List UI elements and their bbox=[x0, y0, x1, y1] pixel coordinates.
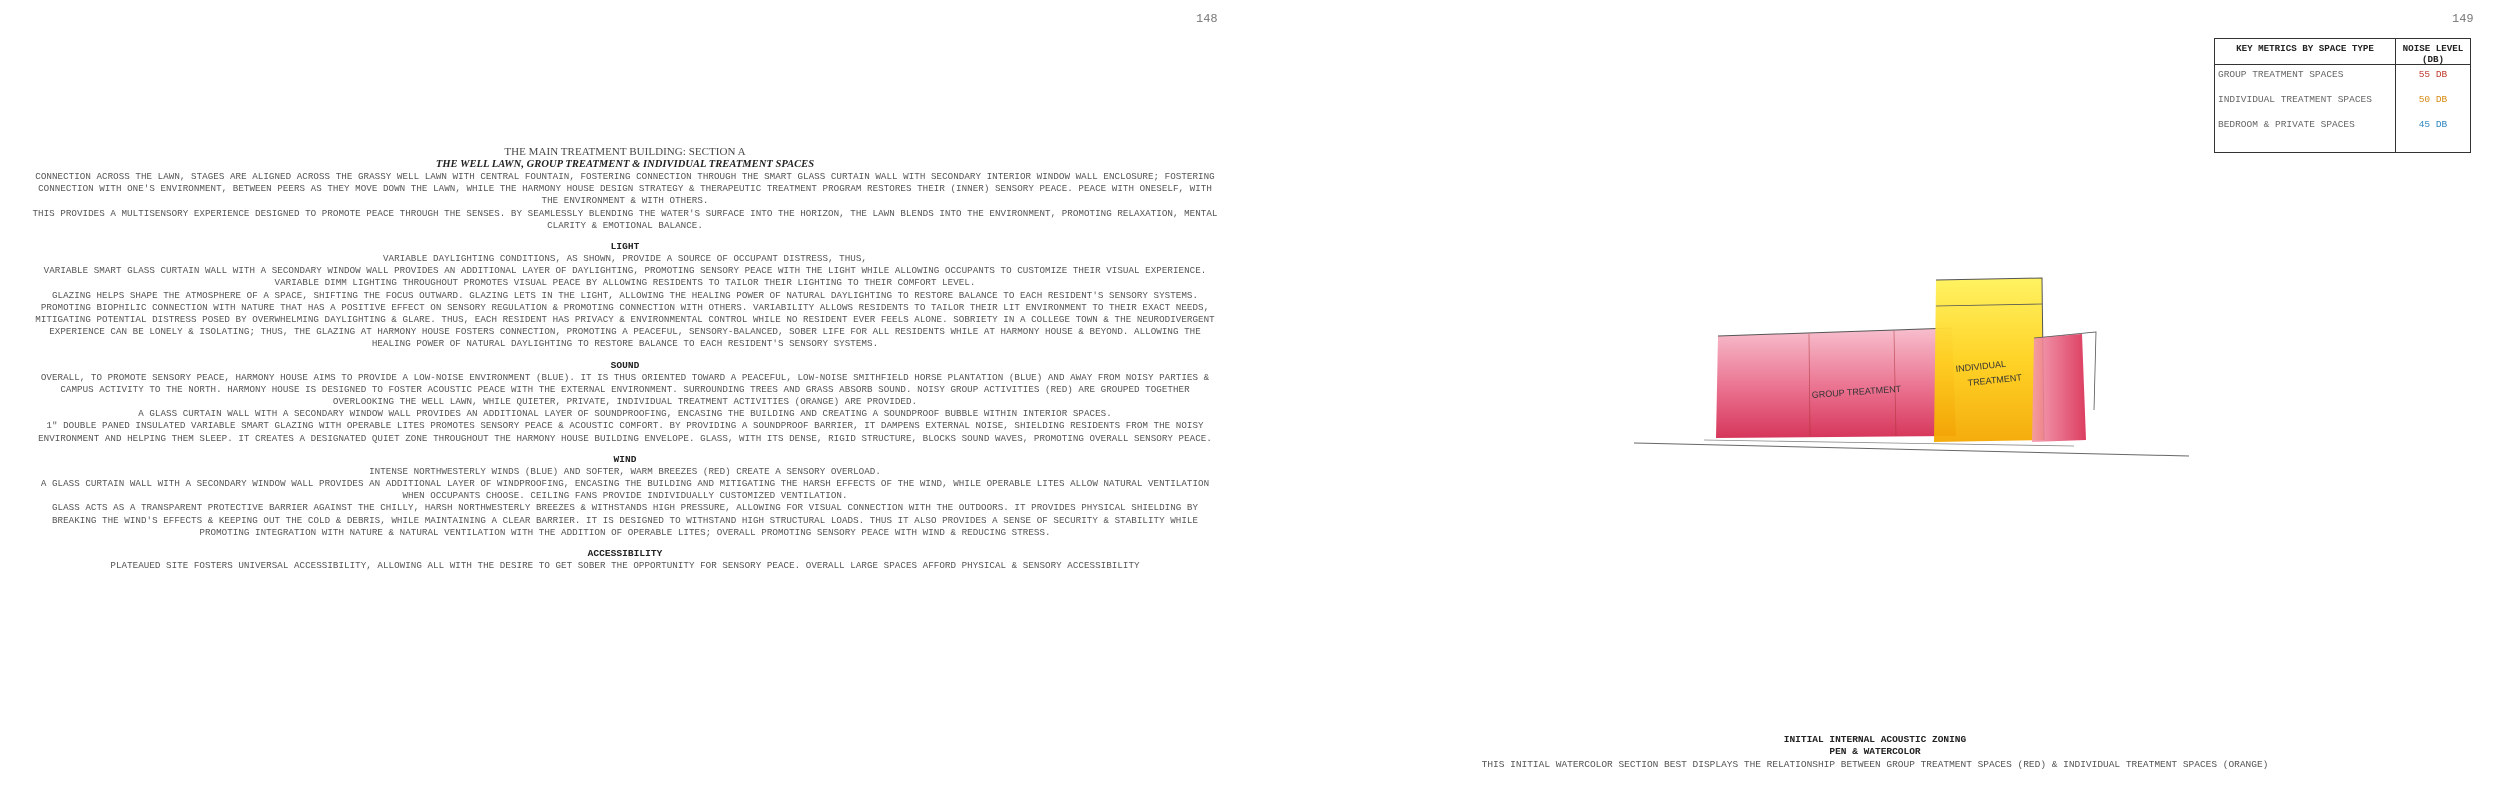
group-treatment-zone bbox=[1716, 328, 1956, 438]
light-heading: LIGHT bbox=[610, 241, 640, 253]
key-metrics-table bbox=[2214, 38, 2471, 153]
caption-title: INITIAL INTERNAL ACOUSTIC ZONING bbox=[1783, 734, 1967, 745]
ground-line bbox=[1634, 443, 2189, 456]
ground-line bbox=[1704, 440, 2074, 446]
section-kicker: THE MAIN TREATMENT BUILDING: SECTION A bbox=[504, 146, 746, 158]
sound-paragraph-2: A GLASS CURTAIN WALL WITH A SECONDARY WINDOW WALL PROVIDES AN ADDITIONAL LAYER OF SOUNDPROOFING, ENCASING THE BUILDING AND CREATING A SOUNDPROOF BUBBLE WITHIN INTERIOR SPACES. bbox=[138, 408, 1112, 420]
metrics-header-space-type: KEY METRICS BY SPACE TYPE bbox=[2236, 43, 2374, 54]
metrics-row-value: 55 DB bbox=[2418, 69, 2448, 80]
sound-heading: SOUND bbox=[610, 359, 640, 371]
sound-paragraph-3: 1" DOUBLE PANED INSULATED VARIABLE SMART GLAZING WITH OPERABLE LITES PROMOTES SENSORY PEACE & ACOUSTIC COMFORT. BY PROVIDING A SOUNDPROOF BARRIER, IT DAMPENS EXTERNAL NOISE, SHIELDING RESIDENTS FROM THE NOISY ENVIRONMENT AND HELPING THEM SLEEP. IT CREATES A DESIGNATED QUIET ZONE THROUGHOUT THE HARMONY HOUSE BUILDING ENVELOPE. GLASS, WITH ITS DENSE, RIGID STRUCTURE, BLOCKS SOUND WAVES, PROMOTING OVERALL SENSORY PEACE. bbox=[38, 420, 1212, 444]
caption-description: THIS INITIAL WATERCOLOR SECTION BEST DISPLAYS THE RELATIONSHIP BETWEEN GROUP TREATMENT SPACES (RED) & INDIVIDUAL TREATMENT SPACES (ORANGE) bbox=[1481, 759, 2269, 770]
metrics-header-noise-level: NOISE LEVEL (DB) bbox=[2402, 43, 2464, 65]
intro-paragraph-2: THIS PROVIDES A MULTISENSORY EXPERIENCE DESIGNED TO PROMOTE PEACE THROUGH THE SENSES. BY SEAMLESSLY BLENDING THE WATER'S SURFACE INTO THE HORIZON, THE LAWN BLENDS INTO THE ENVIRONMENT, PROMOTING RELAXATION, MENTAL CLARITY & EMOTIONAL BALANCE. bbox=[32, 207, 1218, 231]
metrics-row-name: BEDROOM & PRIVATE SPACES bbox=[2218, 119, 2355, 130]
sound-paragraph-1: OVERALL, TO PROMOTE SENSORY PEACE, HARMONY HOUSE AIMS TO PROVIDE A LOW-NOISE ENVIRONMENT (BLUE). IT IS THUS ORIENTED TOWARD A PEACEFUL, LOW-NOISE SMITHFIELD HORSE PLANTATION (BLUE) AND AWAY FROM NOISY PARTIES & CAMPUS ACTIVITY TO THE NORTH. HARMONY HOUSE IS DESIGNED TO FOSTER ACOUSTIC PEACE WITH THE EXTERNAL ENVIRONMENT. SURROUNDING TREES AND GRASS ABSORB SOUND. NOISY GROUP ACTIVITIES (RED) ARE GROUPED TOGETHER OVERLOOKING THE WELL LAWN, WHILE QUIETER, PRIVATE, INDIVIDUAL TREATMENT ACTIVITIES (ORANGE) ARE PROVIDED. bbox=[40, 371, 1210, 408]
accessibility-paragraph-1: PLATEAUED SITE FOSTERS UNIVERSAL ACCESSIBILITY, ALLOWING ALL WITH THE DESIRE TO GET SOBER THE OPPORTUNITY FOR SENSORY PEACE. OVERALL LARGE SPACES AFFORD PHYSICAL & SENSORY ACCESSIBILITY bbox=[110, 560, 1140, 572]
page-number-right: 149 bbox=[2452, 12, 2474, 26]
metrics-row-name: INDIVIDUAL TREATMENT SPACES bbox=[2218, 94, 2372, 105]
section-title: THE WELL LAWN, GROUP TREATMENT & INDIVIDUAL TREATMENT SPACES bbox=[435, 159, 815, 170]
metrics-row-name: GROUP TREATMENT SPACES bbox=[2218, 69, 2344, 80]
light-paragraph-1: VARIABLE DAYLIGHTING CONDITIONS, AS SHOWN, PROVIDE A SOURCE OF OCCUPANT DISTRESS, THUS, bbox=[382, 253, 867, 265]
group-treatment-label: GROUP TREATMENT bbox=[1811, 383, 1902, 400]
metrics-row-value: 50 DB bbox=[2418, 94, 2448, 105]
section-text-block bbox=[30, 146, 1220, 572]
wind-paragraph-1: INTENSE NORTHWESTERLY WINDS (BLUE) AND SOFTER, WARM BREEZES (RED) CREATE A SENSORY OVERLOAD. bbox=[369, 465, 881, 477]
caption-medium: PEN & WATERCOLOR bbox=[1829, 746, 1921, 757]
light-paragraph-2: VARIABLE SMART GLASS CURTAIN WALL WITH A SECONDARY WINDOW WALL PROVIDES AN ADDITIONAL LAYER OF DAYLIGHTING, PROMOTING SENSORY PEACE WITH THE LIGHT WHILE ALLOWING OCCUPANTS TO CUSTOMIZE THEIR VISUAL EXPERIENCE. VARIABLE DIMM LIGHTING THROUGHOUT PROMOTES VISUAL PEACE BY ALLOWING RESIDENTS TO TAILOR THEIR LIGHTING TO THEIR COMFORT LEVEL. bbox=[43, 265, 1207, 289]
light-paragraph-3: GLAZING HELPS SHAPE THE ATMOSPHERE OF A SPACE, SHIFTING THE FOCUS OUTWARD. GLAZING LETS IN THE LIGHT, ALLOWING THE HEALING POWER OF NATURAL DAYLIGHTING TO RESTORE BALANCE TO EACH RESIDENT'S SENSORY SYSTEMS. PROMOTING BIOPHILIC CONNECTION WITH NATURE THAT HAS A POSITIVE EFFECT ON SENSORY REGULATION & PROMOTING CONNECTION WITH OTHERS. VARIABILITY ALLOWS RESIDENTS TO TAILOR THEIR LIT ENVIRONMENT TO THEIR EXACT NEEDS, MITIGATING POTENTIAL DISTRESS POSED BY OVERWHELMING DAYLIGHTING & GLARE. THUS, EACH RESIDENT HAS PRIVACY & ENVIRONMENTAL CONTROL WHILE NO RESIDENT EVER FEELS ALONE. SOBRIETY IN A COLLEGE TOWN & THE NEURODIVERGENT EXPERIENCE CAN BE LONELY & ISOLATING; THUS, THE GLAZING AT HARMONY HOUSE FOSTERS CONNECTION, PROMOTING A PEACEFUL, SENSORY-BALANCED, SOBER LIFE FOR ALL RESIDENTS WHILE AT HARMONY HOUSE & BEYOND. ALLOWING THE HEALING POWER OF NATURAL DAYLIGHTING TO RESTORE BALANCE TO EACH RESIDENT'S SENSORY SYSTEMS. bbox=[35, 289, 1215, 350]
wind-paragraph-3: GLASS ACTS AS A TRANSPARENT PROTECTIVE BARRIER AGAINST THE CHILLY, HARSH NORTHWESTERLY BREEZES & WITHSTANDS HIGH PRESSURE, ALLOWING FOR VISUAL CONNECTION WITH THE OUTDOORS. IT PROVIDES PHYSICAL SHIELDING BY BREAKING THE WIND'S EFFECTS & KEEPING OUT THE COLD & DEBRIS, WHILE MAINTAINING A CLEAR BARRIER. IT IS DESIGNED TO WITHSTAND HIGH STRUCTURAL LOADS. THUS IT ALSO PROVIDES A SENSE OF SECURITY & STABILITY WHILE PROMOTING INTEGRATION WITH NATURE & NATURAL VENTILATION WITH THE ADDITION OF OPERABLE LITES; OVERALL PROMOTING SENSORY PEACE WITH WIND & REDUCING STRESS. bbox=[51, 502, 1199, 538]
right-group-zone bbox=[2032, 334, 2086, 442]
metrics-row-value: 45 DB bbox=[2418, 119, 2448, 130]
wind-paragraph-2: A GLASS CURTAIN WALL WITH A SECONDARY WINDOW WALL PROVIDES AN ADDITIONAL LAYER OF WINDPROOFING, ENCASING THE BUILDING AND MITIGATING THE HARSH EFFECTS OF THE WIND, WHILE OPERABLE LITES ALLOW NATURAL VENTILATION WHEN OCCUPANTS CHOOSE. CEILING FANS PROVIDE INDIVIDUALLY CUSTOMIZED VENTILATION. bbox=[40, 478, 1210, 502]
intro-paragraph-1: CONNECTION ACROSS THE LAWN, STAGES ARE ALIGNED ACROSS THE GRASSY WELL LAWN WITH CENTRAL FOUNTAIN, FOSTERING CONNECTION THROUGH THE SMART GLASS CURTAIN WALL WITH SECONDARY INTERIOR WINDOW WALL ENCLOSURE; FOSTERING CONNECTION WITH ONE'S ENVIRONMENT, BETWEEN PEERS AS THEY MOVE DOWN THE LAWN, WHILE THE HARMONY HOUSE DESIGN STRATEGY & THERAPEUTIC TREATMENT PROGRAM RESTORES THEIR (INNER) SENSORY PEACE. PEACE WITH ONESELF, WITH THE ENVIRONMENT & WITH OTHERS. bbox=[35, 171, 1215, 207]
right-page bbox=[1250, 0, 2500, 809]
watercolor-section-sketch bbox=[1634, 260, 2194, 470]
wind-heading: WIND bbox=[613, 453, 637, 465]
individual-label-line2: TREATMENT bbox=[1967, 372, 2023, 388]
page-number-left: 148 bbox=[1196, 12, 1218, 26]
accessibility-heading: ACCESSIBILITY bbox=[587, 548, 663, 560]
individual-label-line1: INDIVIDUAL bbox=[1955, 358, 2007, 374]
